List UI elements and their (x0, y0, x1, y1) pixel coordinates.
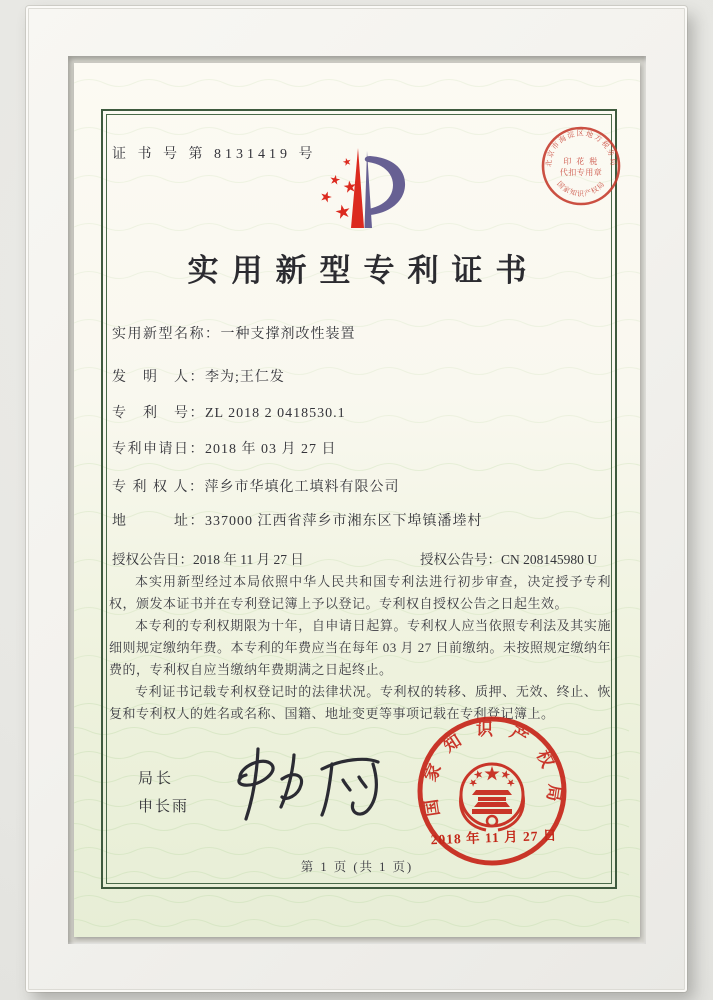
page-number: 第 1 页 (共 1 页) (300, 860, 414, 874)
tax-stamp-seal (536, 121, 626, 211)
legal-paragraph-1: 本实用新型经过本局依照中华人民共和国专利法进行初步审查，决定授予专利权，颁发本证书并在专利登记簿上予以登记。专利权自授权公告之日起生效。 (109, 574, 611, 611)
national-emblem-icon (468, 766, 517, 814)
tax-stamp-line1: 印 花 税 (563, 157, 599, 166)
field-grant-row (112, 548, 612, 568)
legal-paragraph-3: 专利证书记载专利权登记时的法律状况。专利权的转移、质押、无效、终止、恢复和专利权人的姓名或名称、国籍、地址变更等事项记载在专利登记簿上。 (109, 684, 611, 721)
field-patent-number (112, 402, 346, 422)
field-label: 实用新型名称： (112, 327, 221, 342)
field-label: 专 利 权 人： (112, 480, 205, 495)
legal-text (109, 571, 611, 725)
grant-number (420, 548, 597, 568)
field-address (112, 510, 483, 530)
field-inventors (112, 366, 285, 386)
field-value: 337000 江西省萍乡市湘东区下埠镇潘堘村 (205, 514, 483, 529)
field-filing-date (112, 438, 337, 458)
certificate-paper (74, 63, 640, 937)
grant-no-value: CN 208145980 U (501, 552, 598, 567)
legal-paragraph-2: 本专利的专利权期限为十年，自申请日起算。专利权人应当依照专利法及其实施细则规定缴纳年费。本专利的年费应当在每年 03 月 27 日前缴纳。未按照规定缴纳年费的，专利权自应当缴纳年费期满之日起终止。 (109, 618, 612, 677)
tax-stamp-line2: 代扣专用章 (559, 168, 603, 177)
director-name: 申长雨 (138, 799, 190, 815)
field-patentee (112, 476, 400, 496)
seal-date: 2018 年 11 月 27 日 (430, 827, 558, 848)
grant-date-value: 2018 年 11 月 27 日 (193, 552, 304, 567)
svg-text:国家知识产权局 (555, 179, 607, 198)
field-label: 专 利 号： (112, 406, 205, 421)
grant-date-label: 授权公告日： (112, 552, 193, 567)
director-title: 局长 (138, 771, 175, 787)
grant-no-label: 授权公告号： (420, 552, 501, 567)
field-label: 专利申请日： (112, 442, 205, 457)
tax-stamp-top-text: 北京市海淀区地方税务局 (544, 129, 618, 168)
seal-ring-text: 国家知识产权局 (419, 720, 565, 818)
tax-stamp-bottom-text: 国家知识产权局 (555, 179, 607, 199)
field-utility-model-name (112, 323, 356, 343)
field-value: 一种支撑剂改性装置 (220, 327, 356, 342)
certificate-number: 证 书 号 第 8131419 号 (112, 147, 317, 162)
field-value: 李为;王仁发 (205, 370, 285, 385)
field-label: 发 明 人： (112, 370, 205, 385)
field-label: 地 址： (112, 514, 205, 529)
handwritten-signature (224, 733, 404, 833)
field-value: ZL 2018 2 0418530.1 (205, 406, 346, 421)
certificate-title: 实用新型专利证书 (187, 253, 540, 288)
field-value: 2018 年 03 月 27 日 (205, 442, 337, 457)
field-value: 萍乡市华填化工填料有限公司 (204, 480, 400, 495)
cnipa-patent-logo-icon (300, 135, 430, 235)
